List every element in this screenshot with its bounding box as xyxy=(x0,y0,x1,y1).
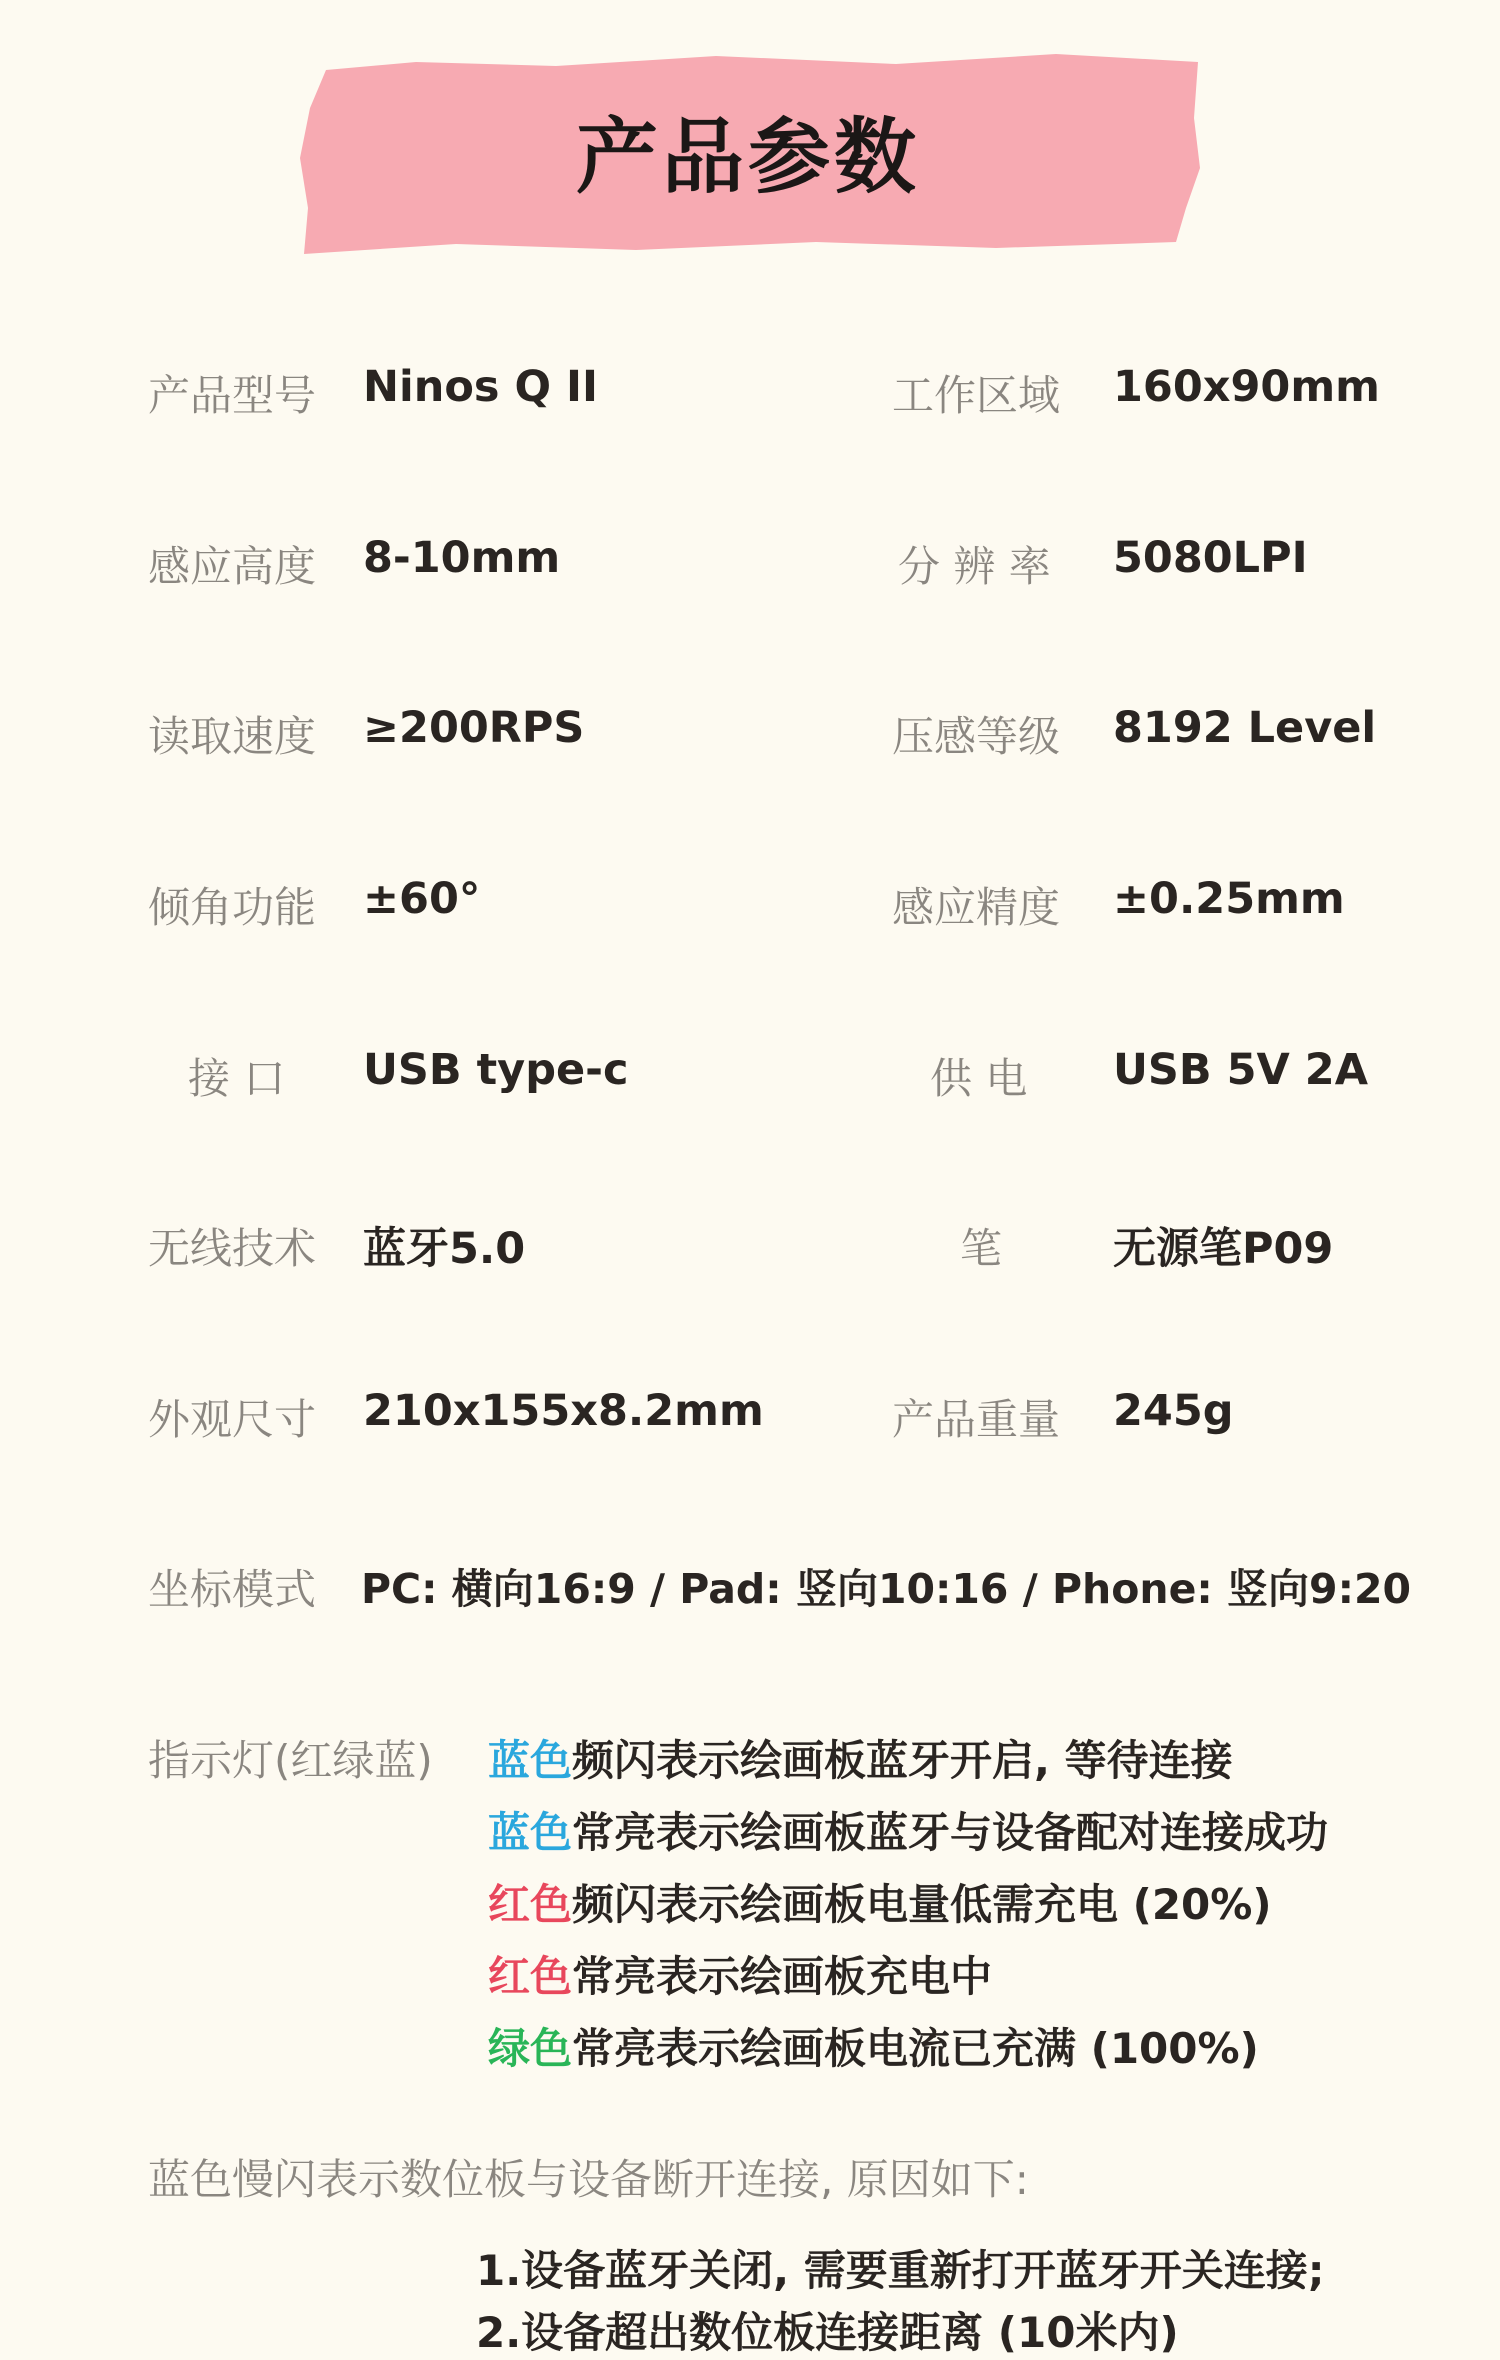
spec-label-model: 产品型号 xyxy=(148,371,317,420)
indicator-color-blue: 蓝色 xyxy=(488,1808,573,1857)
spec-value-resolution: 5080LPI xyxy=(1113,533,1308,583)
indicator-color-blue: 蓝色 xyxy=(488,1736,573,1785)
spec-value-weight: 245g xyxy=(1113,1386,1234,1436)
indicator-line xyxy=(488,1872,1272,1932)
indicator-line xyxy=(488,1944,992,2004)
spec-label-pressure-level: 压感等级 xyxy=(892,712,1061,761)
spec-label-coordinate-mode: 坐标模式 xyxy=(148,1565,317,1614)
disconnect-reason: 2.设备超出数位板连接距离 (10米内) xyxy=(476,2308,1179,2357)
indicator-line xyxy=(488,1800,1328,1860)
spec-value-power: USB 5V 2A xyxy=(1113,1045,1368,1095)
spec-value-model: Ninos Q II xyxy=(363,362,598,412)
spec-value-pen: 无源笔P09 xyxy=(1113,1224,1334,1274)
spec-value-dimensions: 210x155x8.2mm xyxy=(363,1386,764,1436)
spec-label-dimensions: 外观尺寸 xyxy=(148,1395,317,1444)
indicator-color-red: 红色 xyxy=(488,1880,573,1929)
spec-value-sensing-height: 8-10mm xyxy=(363,533,561,583)
spec-label-resolution: 分 辨 率 xyxy=(898,542,1051,591)
indicator-text: 常亮表示绘画板蓝牙与设备配对连接成功 xyxy=(572,1808,1329,1857)
spec-label-weight: 产品重量 xyxy=(892,1395,1061,1444)
spec-label-work-area: 工作区域 xyxy=(892,371,1061,420)
indicator-text: 频闪表示绘画板电量低需充电 (20%) xyxy=(572,1880,1272,1929)
indicator-text: 频闪表示绘画板蓝牙开启, 等待连接 xyxy=(572,1736,1233,1785)
disconnect-note: 蓝色慢闪表示数位板与设备断开连接, 原因如下: xyxy=(148,2155,1029,2204)
title-banner xyxy=(296,48,1200,258)
indicator-color-red: 红色 xyxy=(488,1952,573,2001)
disconnect-reason: 1.设备蓝牙关闭, 需要重新打开蓝牙开关连接; xyxy=(476,2246,1325,2295)
spec-value-tilt: ±60° xyxy=(363,874,481,924)
page-title: 产品参数 xyxy=(575,109,920,205)
spec-value-report-rate: ≥200RPS xyxy=(363,703,585,753)
spec-value-interface: USB type-c xyxy=(363,1045,629,1095)
spec-value-coordinate-mode: PC: 横向16:9 / Pad: 竖向10:16 / Phone: 竖向9:20 xyxy=(361,1565,1412,1613)
indicator-color-green: 绿色 xyxy=(488,2024,573,2073)
spec-value-pressure-level: 8192 Level xyxy=(1113,703,1377,753)
indicator-line xyxy=(488,2016,1259,2076)
spec-label-pen: 笔 xyxy=(960,1224,1003,1273)
indicator-line xyxy=(488,1728,1233,1788)
spec-label-interface: 接 口 xyxy=(188,1054,286,1103)
indicator-text: 常亮表示绘画板充电中 xyxy=(572,1952,993,2001)
spec-label-power: 供 电 xyxy=(930,1054,1028,1103)
spec-value-accuracy: ±0.25mm xyxy=(1113,874,1345,924)
spec-label-wireless: 无线技术 xyxy=(148,1224,317,1273)
spec-label-accuracy: 感应精度 xyxy=(892,883,1061,932)
spec-label-sensing-height: 感应高度 xyxy=(148,542,317,591)
spec-value-wireless: 蓝牙5.0 xyxy=(363,1224,526,1274)
indicator-label: 指示灯(红绿蓝) xyxy=(148,1736,433,1785)
spec-label-report-rate: 读取速度 xyxy=(148,712,317,761)
spec-label-tilt: 倾角功能 xyxy=(148,883,317,932)
indicator-text: 常亮表示绘画板电流已充满 (100%) xyxy=(572,2024,1259,2073)
spec-value-work-area: 160x90mm xyxy=(1113,362,1380,412)
